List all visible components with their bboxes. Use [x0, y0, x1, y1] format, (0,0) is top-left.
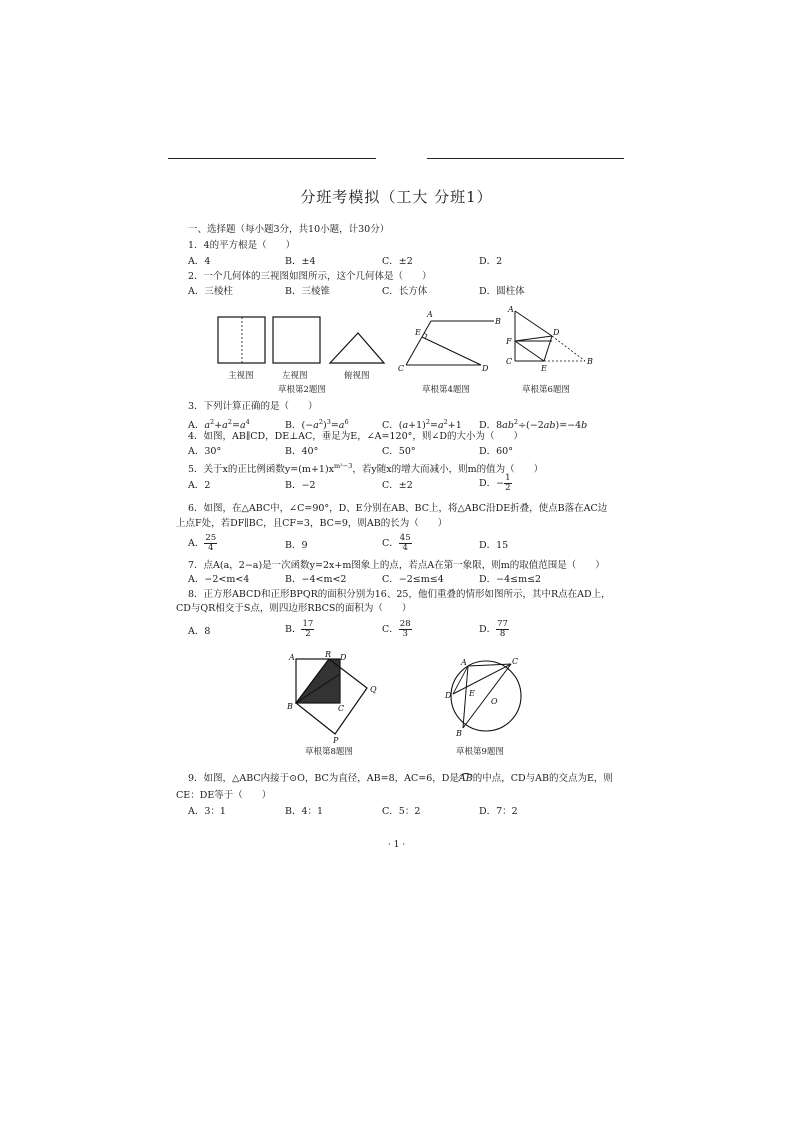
q8-option-b: B． $\frac{17}{2}$	[285, 619, 314, 639]
q6-stem-line1: 6．如图，在△ABC中，∠C=90°，D、E分别在AB、BC上，将△ABC沿DE折叠，使点B落在AC边	[188, 503, 608, 514]
page-number: · 1 ·	[387, 840, 406, 850]
q1-option-c: C．±2	[382, 256, 413, 267]
q9-stem-line2: CE：DE等于（ ）	[176, 790, 272, 801]
q9-label-o: O	[491, 697, 498, 706]
q4-label-a: A	[427, 310, 433, 319]
q7-option-b: B．−4<m<2	[285, 574, 347, 585]
q3-option-b: B．$(-a^2)^3=a^6$	[285, 418, 349, 432]
q3-option-a: A．$a^2+a^2=a^4$	[188, 418, 250, 432]
q8-label-c: C	[338, 704, 345, 713]
section-heading: 一、选择题（每小题3分，共10小题，计30分）	[188, 224, 390, 235]
q4-stem: 4．如图，AB∥CD，DE⊥AC，垂足为E，∠A=120°，则∠D的大小为（ ）	[188, 431, 523, 442]
q2-option-b: B．三棱锥	[285, 286, 330, 297]
header-rule-left	[168, 158, 376, 159]
q1-option-a: A．4	[188, 256, 211, 267]
q2-front-view-label: 主视图	[228, 371, 254, 381]
q6-option-c: C． $\frac{45}{4}$	[382, 533, 411, 553]
q9-label-a: A	[461, 658, 467, 667]
q9-option-d: D．7：2	[479, 806, 518, 817]
q1-stem: 1．4的平方根是（ ）	[188, 240, 296, 251]
q5-stem: 5．关于x的正比例函数$y=(m+1)x^{m^2-3}$，若y随x的增大而减小，则m的值为（ ）	[188, 462, 544, 476]
q8-label-b: B	[287, 702, 293, 711]
q2-stem: 2．一个几何体的三视图如图所示，这个几何体是（ ）	[188, 271, 432, 282]
q3-option-c: C．$(a+1)^2=a^2+1$	[382, 418, 462, 432]
q6-label-a: A	[508, 305, 514, 314]
q9-option-c: C．5：2	[382, 806, 421, 817]
q4-label-b: B	[495, 317, 501, 326]
q7-option-c: C．−2≤m≤4	[382, 574, 444, 585]
q8-label-p: P	[333, 736, 339, 745]
q9-option-b: B．4：1	[285, 806, 324, 817]
q8-label-r: R	[325, 650, 332, 659]
q5-option-c: C．±2	[382, 480, 413, 491]
q3-option-d: D．$8ab^2\div(-2ab)=-4b$	[479, 418, 588, 432]
q9-option-a: A．3：1	[188, 806, 226, 817]
q4-label-e: E	[415, 328, 421, 337]
q2-option-c: C．长方体	[382, 286, 428, 297]
q7-stem: 7．点A(a，2−a)是一次函数y=2x+m图象上的点，若点A在第一象限，则m的取值范围是（ ）	[188, 560, 605, 571]
q8-label-a: A	[289, 653, 295, 662]
q7-option-a: A．−2<m<4	[188, 574, 250, 585]
q6-option-b: B．9	[285, 540, 308, 551]
q2-left-view-label: 左视图	[282, 371, 308, 381]
q8-stem-line2: CD与QR相交于S点，则四边形RBCS的面积为（ ）	[176, 603, 412, 614]
q5-option-d: D．− $\frac{1}{2}$	[479, 473, 511, 493]
q6-stem-line2: 上点F处，若DF∥BC，且CF=3，BC=9，则AB的长为（ ）	[176, 518, 448, 529]
q8-option-c: C． $\frac{28}{3}$	[382, 619, 411, 639]
q4-caption: 草根第4题图	[422, 385, 470, 395]
q8-label-d: D	[340, 653, 347, 662]
q9-label-c: C	[512, 657, 519, 666]
q6-option-a: A． $\frac{25}{4}$	[188, 533, 217, 553]
page-title: 分班考模拟（工大 分班1）	[300, 188, 493, 206]
q4-option-b: B．40°	[285, 446, 319, 457]
q4-option-d: D．60°	[479, 446, 513, 457]
q5-option-b: B．−2	[285, 480, 316, 491]
q4-label-c: C	[398, 364, 405, 373]
q8-option-d: D． $\frac{77}{8}$	[479, 619, 508, 639]
q9-label-b: B	[456, 729, 462, 738]
q4-option-a: A．30°	[188, 446, 222, 457]
q7-option-d: D．−4≤m≤2	[479, 574, 542, 585]
q9-figure	[442, 652, 532, 738]
q8-figure	[284, 650, 384, 746]
q8-caption: 草根第8题图	[305, 747, 353, 757]
q9-label-e: E	[469, 689, 475, 698]
q6-caption: 草根第6题图	[522, 385, 570, 395]
q4-label-d: D	[482, 364, 489, 373]
q6-label-b: B	[587, 357, 593, 366]
q5-option-a: A．2	[188, 480, 211, 491]
q9-stem-line1: 9．如图，△ABC内接于⊙O，BC为直径，AB=8，AC=6，D是AB的中点，CD与AB的交点为E，则	[188, 773, 613, 784]
q9-label-d: D	[445, 691, 452, 700]
q8-option-a: A．8	[188, 626, 211, 637]
q1-option-d: D．2	[479, 256, 503, 267]
q3-stem: 3．下列计算正确的是（ ）	[188, 401, 318, 412]
q4-figure	[396, 308, 506, 378]
q6-option-d: D．15	[479, 540, 509, 551]
q8-label-q: Q	[370, 685, 377, 694]
header-rule-right	[427, 158, 624, 159]
q2-option-a: A．三棱柱	[188, 286, 233, 297]
q6-label-e: E	[541, 364, 547, 373]
q2-option-d: D．圆柱体	[479, 286, 525, 297]
q8-stem-line1: 8．正方形ABCD和正形BPQR的面积分别为16、25，他们重叠的情形如图所示，其中R点在AD上，	[188, 589, 611, 600]
q6-label-f: F	[506, 337, 512, 346]
q6-label-c: C	[506, 357, 513, 366]
q2-top-view-label: 俯视图	[344, 371, 370, 381]
q9-caption: 草根第9题图	[456, 747, 504, 757]
q1-option-b: B．±4	[285, 256, 316, 267]
q6-figure	[500, 303, 600, 375]
q2-caption: 草根第2题图	[278, 385, 326, 395]
q4-option-c: C．50°	[382, 446, 416, 457]
q6-label-d: D	[553, 328, 560, 337]
